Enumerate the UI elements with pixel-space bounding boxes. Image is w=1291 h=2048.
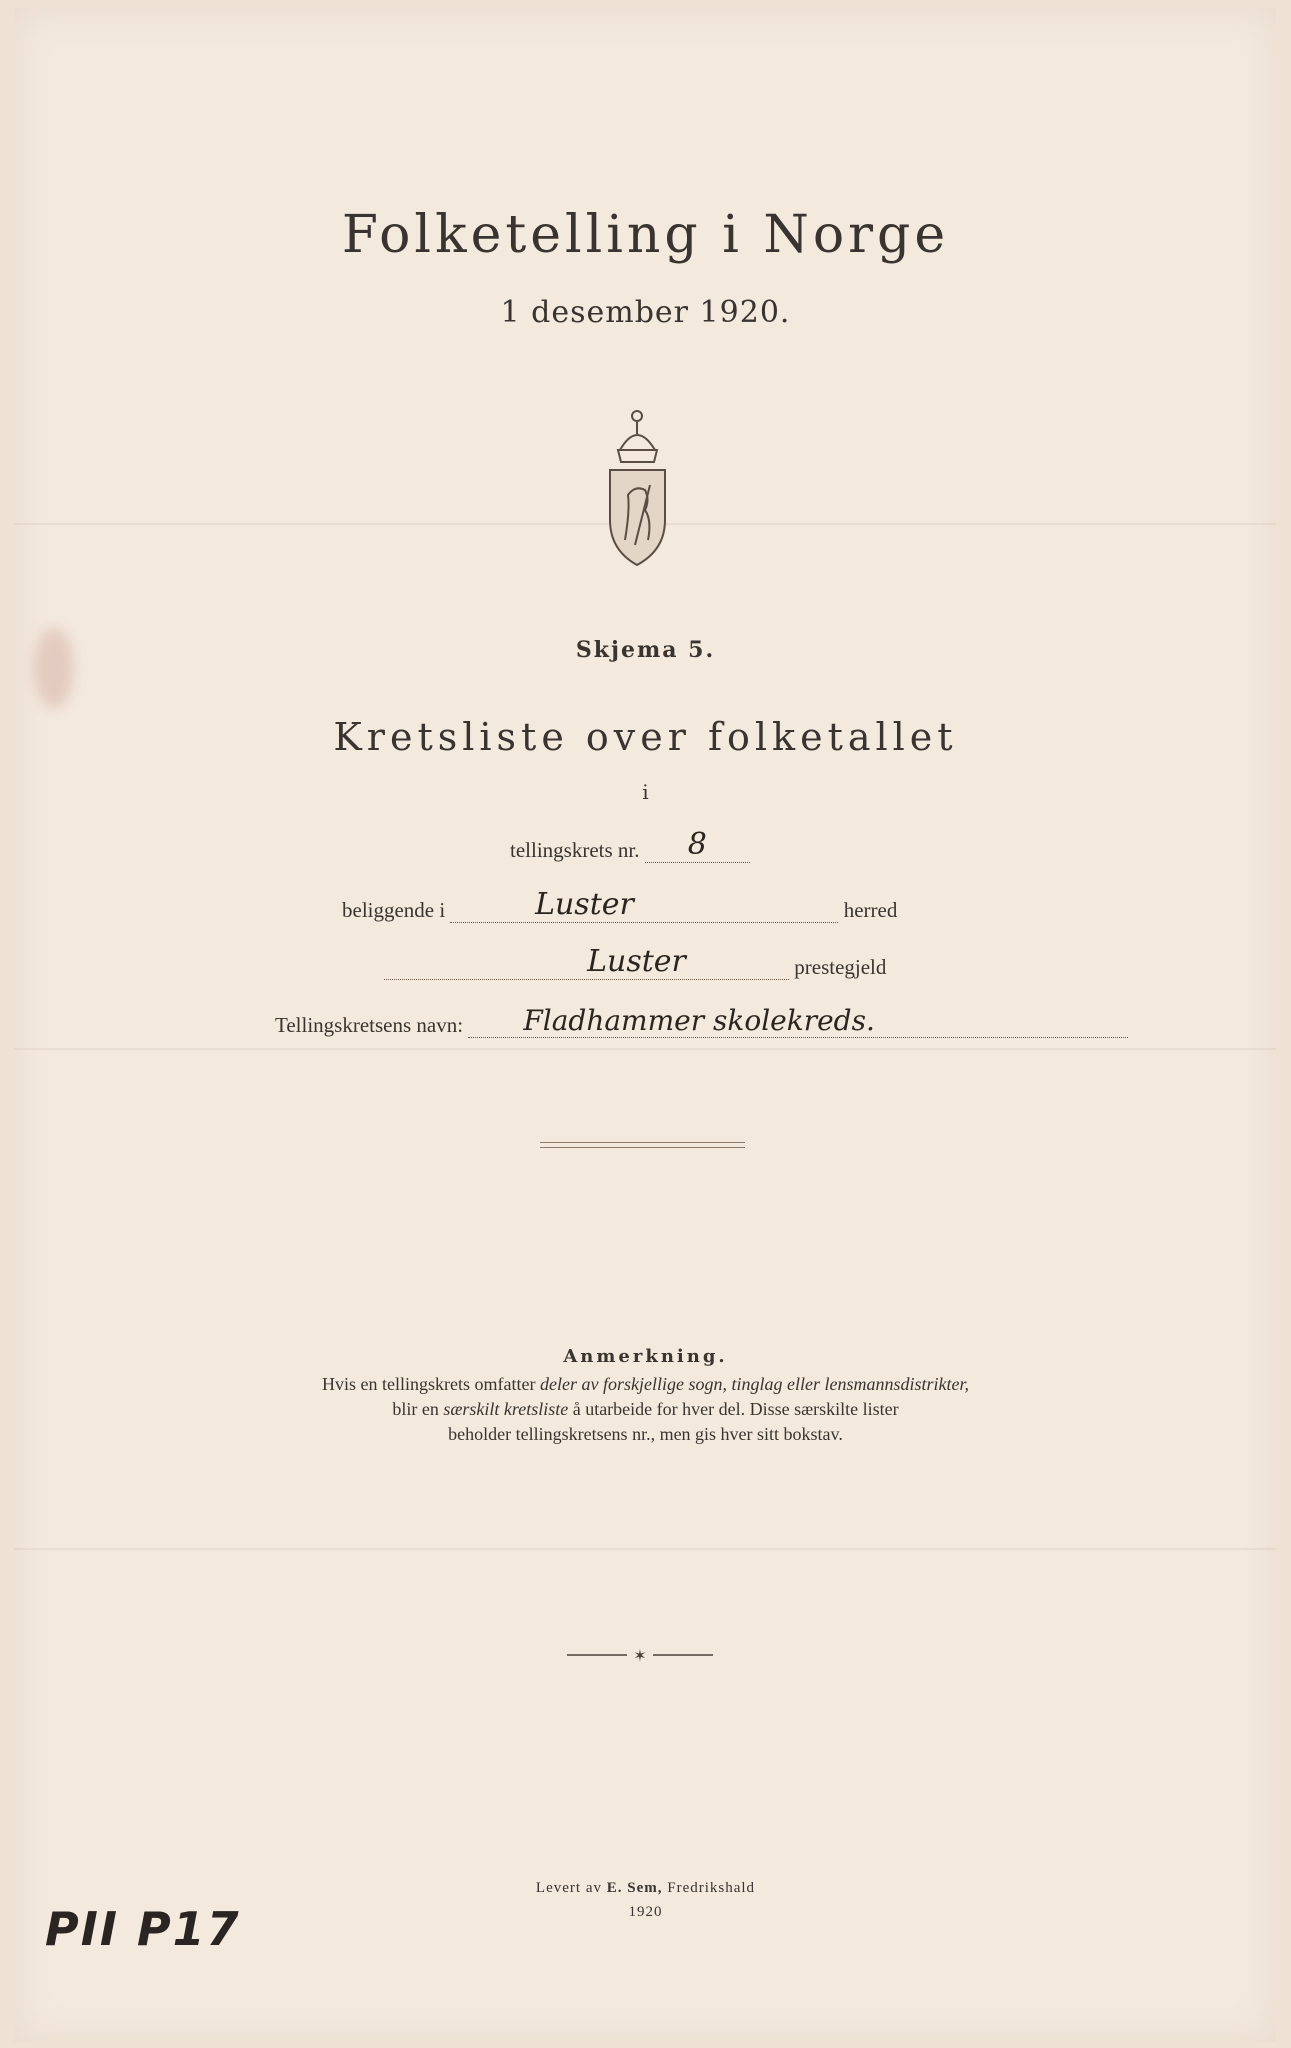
section-divider — [540, 1142, 745, 1148]
name-field[interactable] — [468, 1004, 1128, 1038]
district-value: 8 — [687, 827, 707, 862]
parish-row — [384, 944, 887, 980]
page-title: Folketelling i Norge — [341, 205, 950, 265]
name-value: Fladhammer skolekreds. — [523, 1004, 875, 1037]
parish-value: Luster — [587, 944, 686, 979]
schema-number: Skjema 5. — [575, 637, 716, 663]
parish-field[interactable] — [384, 944, 789, 980]
herred-label: herred — [843, 898, 898, 922]
printer-line: Levert av E. Sem, Fredrikshald — [535, 1880, 756, 1896]
pencil-annotation: PII P17 — [45, 1902, 241, 1956]
preposition: i — [642, 780, 649, 804]
note-line-2: blir en særskilt kretsliste å utarbeide for hver del. Disse særskilte lister — [392, 1399, 899, 1419]
note-line-3: beholder tellingskretsens nr., men gis hver sitt bokstav. — [448, 1424, 843, 1444]
located-label: beliggende i — [342, 898, 446, 922]
svg-text:✶: ✶ — [633, 1646, 647, 1665]
norwegian-coat-of-arms-icon — [590, 390, 685, 570]
district-label: tellingskrets nr. — [510, 838, 640, 862]
located-row — [342, 887, 898, 923]
district-row — [510, 827, 750, 863]
fold-line — [14, 1548, 1276, 1550]
located-value: Luster — [535, 887, 634, 922]
note-line-1: Hvis en tellingskrets omfatter deler av forskjellige sogn, tinglag eller lensmannsdistrikter, — [322, 1374, 969, 1394]
fold-line — [14, 1048, 1276, 1050]
note-title: Anmerkning. — [563, 1346, 728, 1367]
form-heading: Kretsliste over folketallet — [333, 715, 958, 759]
located-field[interactable] — [450, 887, 838, 923]
ornament-icon — [565, 1645, 715, 1665]
district-field[interactable] — [645, 827, 750, 863]
name-label: Tellingskretsens navn: — [275, 1013, 464, 1037]
note-text — [0, 1372, 1291, 1447]
parish-label: prestegjeld — [794, 955, 887, 979]
printer-year: 1920 — [628, 1904, 663, 1920]
census-date: 1 desember 1920. — [500, 295, 791, 330]
name-row — [275, 1004, 1128, 1038]
